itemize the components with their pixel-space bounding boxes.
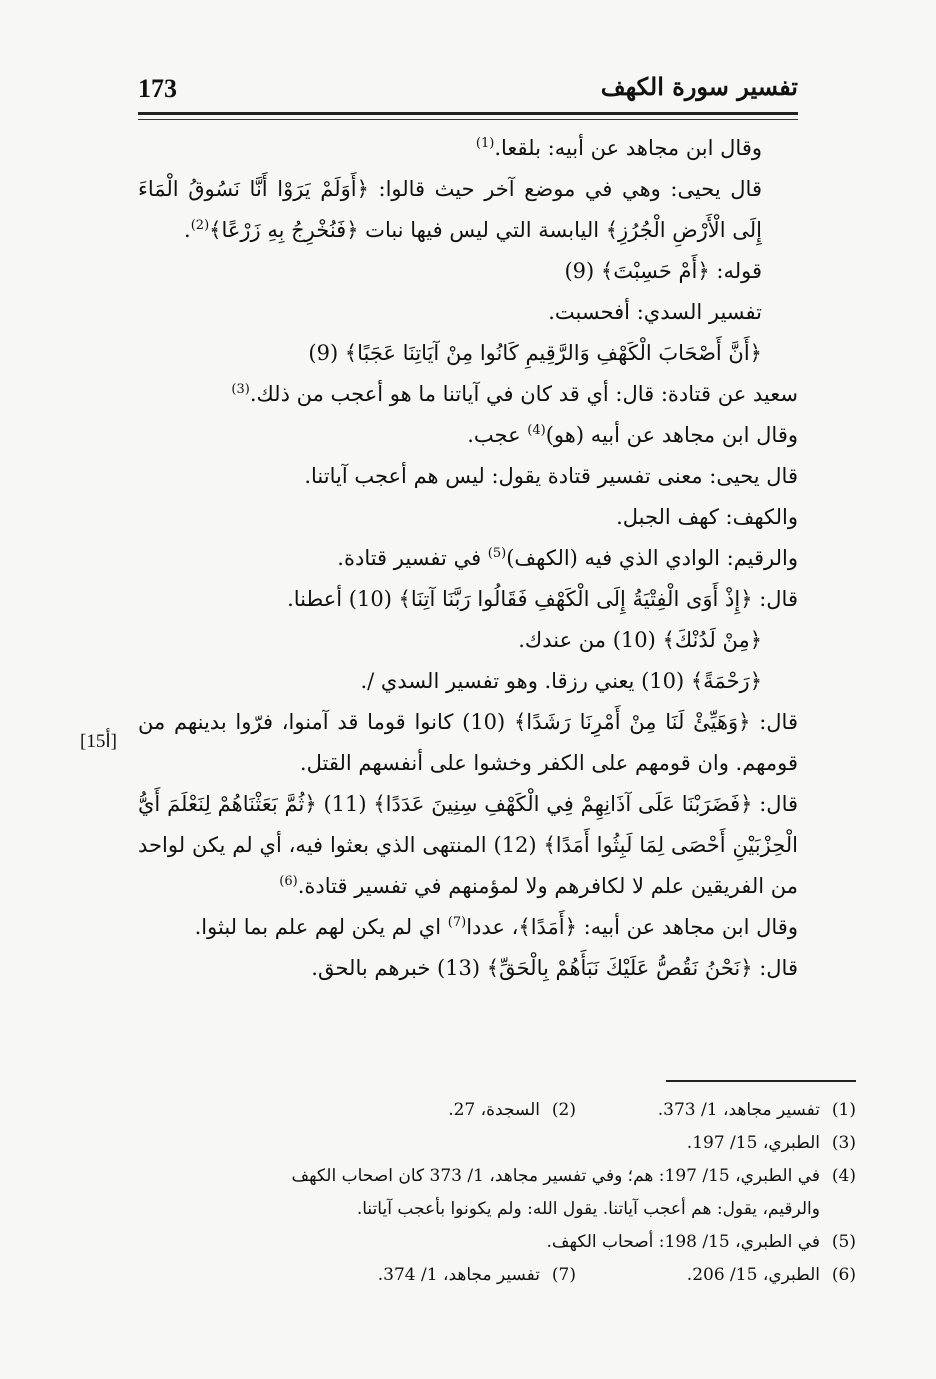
paragraph [138, 907, 798, 948]
paragraph: قوله: ﴿أَمْ حَسِبْتَ﴾ (9) [564, 259, 762, 283]
paragraph [138, 128, 798, 169]
footnote-row [138, 1160, 856, 1193]
paragraph: قال: ﴿وَهَيِّئْ لَنَا مِنْ أَمْرِنَا رَشَدًا﴾ (10) كانوا قوما قد آمنوا، فرّوا بدينهم من قومهم. وان قومهم على الكفر وخشوا على أنفسهم القتل. [138, 710, 798, 775]
footnote-text: في الطبري، 15/ 197: هم؛ وفي تفسير مجاهد، 1/ 373 كان اصحاب الكهف [291, 1166, 820, 1186]
paragraph: قال: ﴿إِذْ أَوَى الْفِتْيَةُ إِلَى الْكَهْفِ فَقَالُوا رَبَّنَا آتِنَا﴾ (10) أعطنا. [287, 587, 798, 611]
footnote-text: تفسير مجاهد، 1/ 373. [657, 1100, 820, 1120]
paragraph-text: والرقيم: الوادي الذي فيه (الكهف) [506, 546, 798, 570]
paragraph: تفسير السدي: أفحسبت. [548, 300, 762, 324]
page-number: 173 [138, 74, 177, 103]
paragraph-text: . [184, 218, 191, 242]
footnote-number: (1) [831, 1100, 856, 1120]
paragraph: قال: ﴿نَحْنُ نَقُصُّ عَلَيْكَ نَبَأَهُمْ بِالْحَقِّ﴾ (13) خبرهم بالحق. [311, 956, 798, 980]
footnote-ref: (7) [447, 915, 467, 930]
paragraph-text: اي لم يكن لهم علم بما لبثوا. [194, 915, 448, 939]
footnote-text: الطبري، 15/ 206. [686, 1265, 820, 1285]
paragraph [138, 415, 798, 456]
footnote-row [138, 1127, 856, 1160]
footnote-4 [291, 1160, 856, 1193]
footnote-1 [576, 1094, 856, 1127]
page-header [138, 66, 798, 106]
paragraph [138, 169, 798, 251]
footnote-3 [687, 1127, 856, 1160]
footnote-row [138, 1094, 856, 1127]
paragraph-text: وقال ابن مجاهد عن أبيه: بلقعا. [494, 136, 762, 160]
footnote-ref: (2) [190, 218, 210, 233]
footnote-number: (4) [831, 1166, 856, 1186]
paragraph-text: عجب. [467, 423, 528, 447]
footnote-row [138, 1259, 856, 1292]
paragraph-text: قال: ﴿فَضَرَبْنَا عَلَى آذَانِهِمْ فِي الْكَهْفِ سِنِينَ عَدَدًا﴾ (11) ﴿ثُمَّ بَعَثْنَاهُمْ لِنَعْلَمَ أَيُّ الْحِزْبَيْنِ أَحْصَى لِمَا لَبِثُوا أَمَدًا﴾ (12) المنتهى الذي بعثوا فيه، أي لم يكن لواحد من الفريقين علم لا لكافرهم ولا لمؤمنهم في تفسير قتادة. [138, 792, 799, 898]
footnote-text: في الطبري، 15/ 198: أصحاب الكهف. [546, 1232, 820, 1252]
footnote-text: الطبري، 15/ 197. [686, 1133, 820, 1153]
paragraph-text: وقال ابن مجاهد عن أبيه: ﴿أَمَدًا﴾، عددا [466, 915, 798, 939]
paragraph: ﴿رَحْمَةً﴾ (10) يعني رزقا. وهو تفسير السدي /. [360, 669, 762, 693]
footnote-ref: (6) [279, 874, 298, 889]
paragraph-text: قال يحيى: وهي في موضع آخر حيث قالوا: ﴿أَوَلَمْ يَرَوْا أَنَّا نَسُوقُ الْمَاءَ إِلَى الْأَرْضِ الْجُرُزِ﴾ اليابسة التي ليس فيها نبات ﴿فَنُخْرِجُ بِهِ زَرْعًا﴾ [138, 177, 762, 242]
header-rule-thick [138, 112, 798, 115]
quran-verse: ﴿أَنَّ أَصْحَابَ الْكَهْفِ وَالرَّقِيمِ كَانُوا مِنْ آيَاتِنَا عَجَبًا﴾ (9) [308, 341, 762, 365]
paragraph [138, 374, 798, 415]
paragraph-text: في تفسير قتادة. [337, 546, 488, 570]
paragraph: ﴿مِنْ لَدُنْكَ﴾ (10) من عندك. [518, 628, 762, 652]
footnote-number: (2) [551, 1100, 576, 1120]
footnote-ref: (3) [231, 382, 250, 397]
paragraph-text: سعيد عن قتادة: قال: أي قد كان في آياتنا ما هو أعجب من ذلك. [249, 382, 798, 406]
footnote-ref: (4) [527, 423, 546, 438]
main-text [138, 128, 798, 989]
footnote-number: (3) [831, 1133, 856, 1153]
footnote-6 [576, 1259, 856, 1292]
footnote-7 [378, 1259, 576, 1292]
footnote-number: (7) [551, 1265, 576, 1285]
paragraph: قال يحيى: معنى تفسير قتادة يقول: ليس هم أعجب آياتنا. [304, 464, 798, 488]
footnote-5 [547, 1226, 856, 1259]
footnote-row [138, 1226, 856, 1259]
paragraph-text: وقال ابن مجاهد عن أبيه (هو) [545, 423, 798, 447]
footnote-number: (6) [831, 1265, 856, 1285]
footnote-2 [448, 1094, 576, 1127]
paragraph: والكهف: كهف الجبل. [616, 505, 798, 529]
margin-folio-note: [15أ] [80, 731, 117, 752]
footnotes [138, 1094, 856, 1292]
footnote-text: السجدة، 27. [448, 1100, 540, 1120]
footnote-continuation: والرقيم، يقول: هم أعجب آياتنا. يقول الله: ولم يكونوا بأعجب آياتنا. [356, 1199, 820, 1219]
footnote-ref: (1) [475, 136, 495, 151]
running-title: تفسير سورة الكهف [600, 72, 798, 101]
footnote-text: تفسير مجاهد، 1/ 374. [377, 1265, 540, 1285]
paragraph [138, 538, 798, 579]
footnote-separator [666, 1080, 856, 1082]
footnote-number: (5) [831, 1232, 856, 1252]
footnote-ref: (5) [487, 546, 507, 561]
paragraph [138, 784, 798, 907]
header-rule-thin [138, 119, 798, 120]
